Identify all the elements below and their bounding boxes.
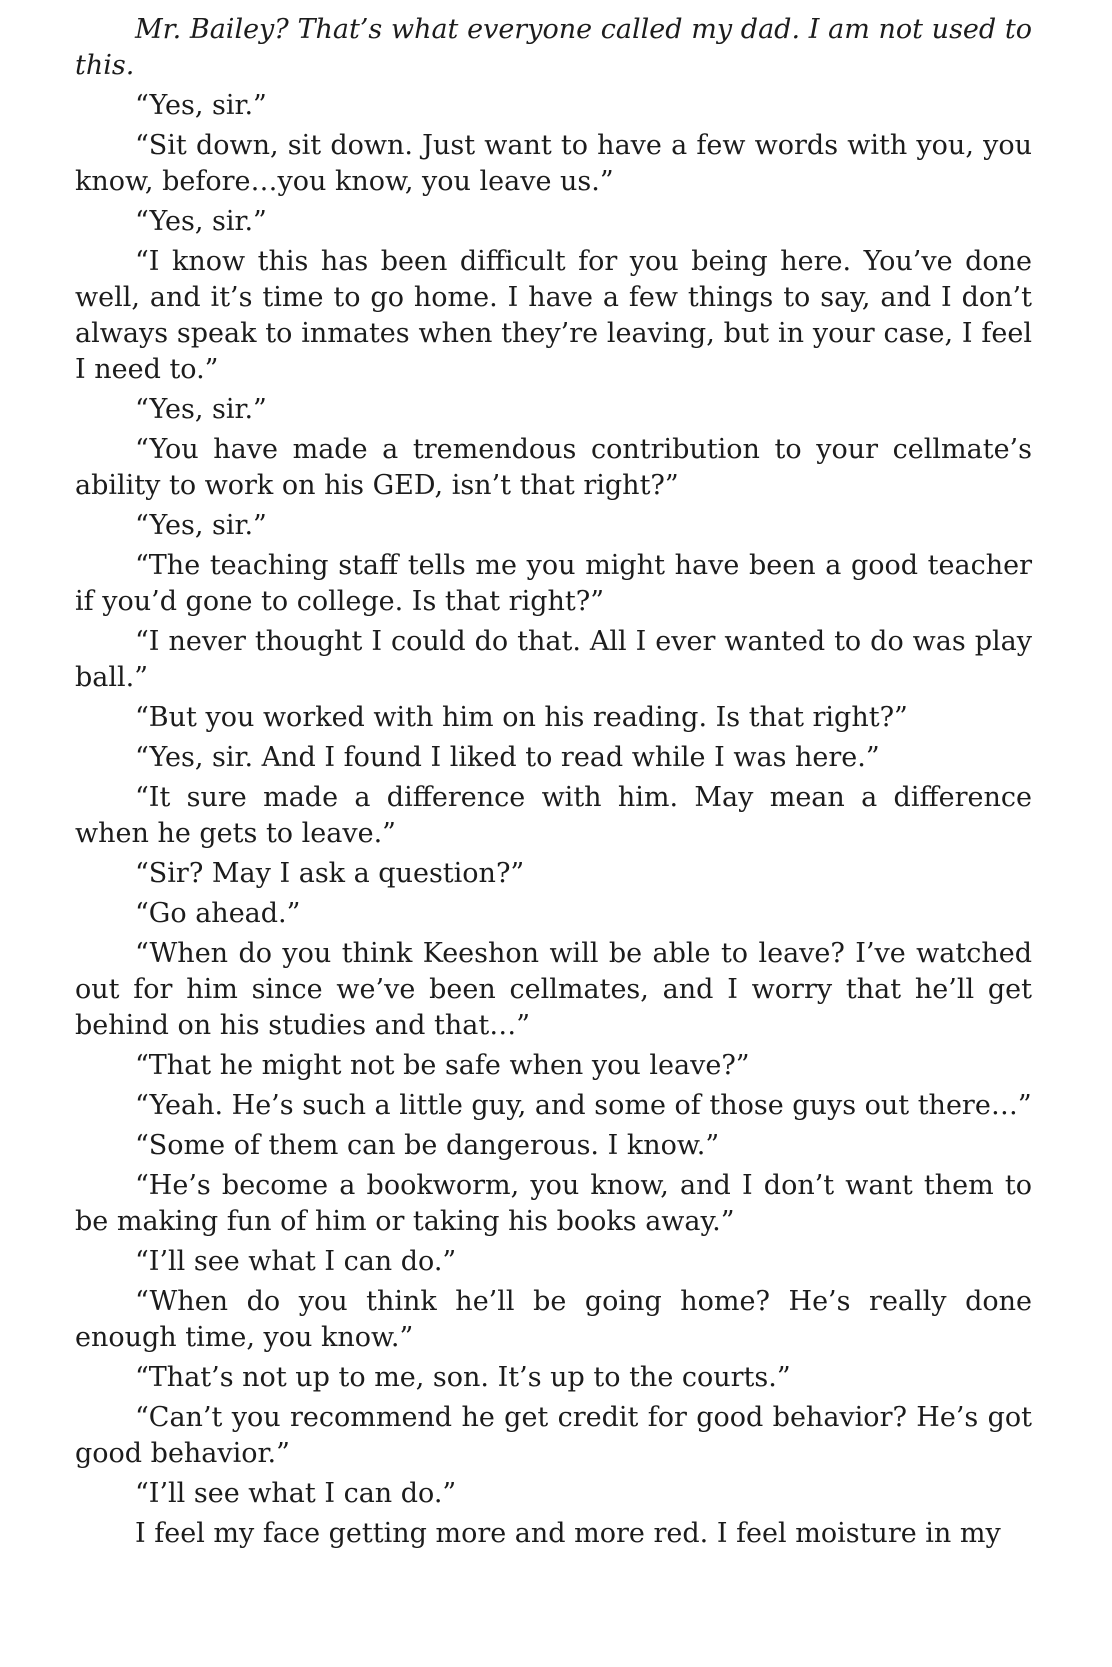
- paragraph: “When do you think Keeshon will be able to leave? I’ve watched out for him since we’ve been cellmates, and I worry that he’ll get behind on his studies and that…”: [75, 938, 1032, 1041]
- paragraph: “Yes, sir. And I found I liked to read while I was here.”: [135, 742, 880, 773]
- paragraph: “The teaching staff tells me you might have been a good teacher if you’d gone to college. Is that right?”: [75, 550, 1032, 617]
- paragraph: “That he might not be safe when you leave?”: [135, 1050, 750, 1081]
- paragraph: “Go ahead.”: [135, 898, 301, 929]
- paragraph: “I know this has been difficult for you being here. You’ve done well, and it’s time to go home. I have a few things to say, and I don’t always speak to inmates when they’re leaving, but in your case, I feel I need to.”: [75, 246, 1032, 385]
- paragraph: “I never thought I could do that. All I ever wanted to do was play ball.”: [75, 626, 1032, 693]
- paragraph: “But you worked with him on his reading. Is that right?”: [135, 702, 908, 733]
- paragraph: “Sir? May I ask a question?”: [135, 858, 525, 889]
- paragraph: Mr. Bailey? That’s what everyone called my dad. I am not used to this.: [75, 14, 1032, 81]
- paragraph: “That’s not up to me, son. It’s up to the courts.”: [135, 1362, 791, 1393]
- paragraph: “Yeah. He’s such a little guy, and some of those guys out there…”: [135, 1090, 1032, 1121]
- paragraph: “Can’t you recommend he get credit for good behavior? He’s got good behavior.”: [75, 1402, 1032, 1469]
- paragraph: “Yes, sir.”: [135, 510, 267, 541]
- paragraph: “Sit down, sit down. Just want to have a few words with you, you know, before…you know, you leave us.”: [75, 130, 1032, 197]
- paragraph: “Yes, sir.”: [135, 394, 267, 425]
- paragraph: I feel my face getting more and more red. I feel moisture in my: [135, 1518, 1001, 1549]
- paragraph: “I’ll see what I can do.”: [135, 1478, 457, 1509]
- paragraph: “Yes, sir.”: [135, 206, 267, 237]
- paragraph: “He’s become a bookworm, you know, and I don’t want them to be making fun of him or taking his books away.”: [75, 1170, 1032, 1237]
- paragraph: “Yes, sir.”: [135, 90, 267, 121]
- paragraph: “When do you think he’ll be going home? He’s really done enough time, you know.”: [75, 1286, 1032, 1353]
- paragraph: “I’ll see what I can do.”: [135, 1246, 457, 1277]
- paragraph: “You have made a tremendous contribution to your cellmate’s ability to work on his GED, isn’t that right?”: [75, 434, 1032, 501]
- paragraph: “It sure made a difference with him. May mean a difference when he gets to leave.”: [75, 782, 1032, 849]
- paragraph: “Some of them can be dangerous. I know.”: [135, 1130, 720, 1161]
